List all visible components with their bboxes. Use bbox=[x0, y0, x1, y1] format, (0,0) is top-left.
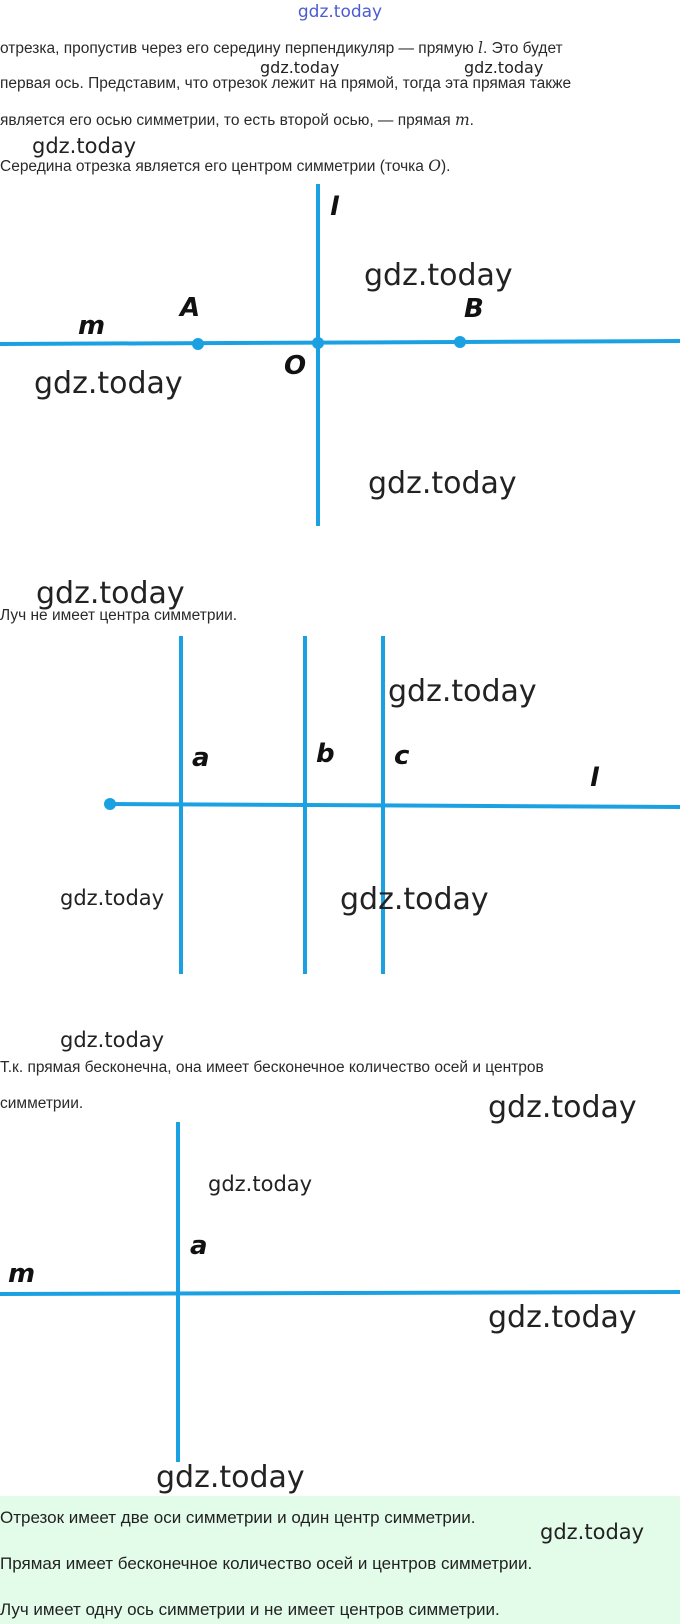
site-header-watermark: gdz.today bbox=[297, 2, 383, 22]
axis-m-line bbox=[0, 341, 680, 344]
label-o: O bbox=[284, 351, 307, 381]
intro-line-1: отрезка, пропустив через его середину перпендикуляр — прямую l. Это будет bbox=[0, 39, 563, 57]
watermark: gdz.today bbox=[208, 1172, 313, 1196]
watermark: gdz.today bbox=[32, 134, 137, 158]
label-m: m bbox=[8, 1259, 36, 1289]
summary-line-2: Прямая имеет бесконечное количество осей и центров симметрии. bbox=[0, 1554, 533, 1573]
summary-line-3: Луч имеет одну ось симметрии и не имеет центров симметрии. bbox=[0, 1600, 500, 1619]
label-c: c bbox=[394, 741, 410, 771]
intro-line-3: является его осью симметрии, то есть второй осью, — прямая m. bbox=[0, 111, 474, 129]
summary-line-1: Отрезок имеет две оси симметрии и один центр симметрии. bbox=[0, 1508, 476, 1527]
line-text-1: Т.к. прямая бесконечна, она имеет бесконечное количество осей и центров bbox=[0, 1059, 544, 1076]
ray-symmetry-figure bbox=[0, 630, 680, 980]
intro-line-2: первая ось. Представим, что отрезок лежит на прямой, тогда эта прямая также bbox=[0, 75, 572, 92]
watermark: gdz.today bbox=[156, 1460, 305, 1495]
label-a: A bbox=[180, 293, 201, 323]
variable-m: m bbox=[454, 111, 470, 129]
label-a: a bbox=[190, 1231, 208, 1261]
line-text-2: симметрии. bbox=[0, 1095, 84, 1112]
label-l: l bbox=[590, 763, 599, 793]
point-a bbox=[192, 338, 204, 350]
line-m bbox=[0, 1292, 680, 1294]
watermark: gdz.today bbox=[464, 58, 544, 77]
watermark: gdz.today bbox=[60, 1028, 165, 1052]
watermark: gdz.today bbox=[364, 258, 513, 293]
watermark: gdz.today bbox=[36, 576, 185, 611]
ray-start-point bbox=[104, 798, 116, 810]
watermark: gdz.today bbox=[260, 58, 340, 77]
point-b bbox=[454, 336, 466, 348]
variable-l: l bbox=[478, 39, 484, 57]
variable-o: O bbox=[428, 157, 441, 175]
watermark: gdz.today bbox=[60, 886, 165, 910]
point-o bbox=[312, 337, 324, 349]
watermark: gdz.today bbox=[34, 366, 183, 401]
label-a: a bbox=[192, 743, 210, 773]
segment-symmetry-figure bbox=[0, 180, 680, 530]
intro-line-4: Середина отрезка является его центром симметрии (точка O). bbox=[0, 157, 451, 175]
line-symmetry-figure bbox=[0, 1118, 680, 1468]
watermark: gdz.today bbox=[488, 1300, 637, 1335]
watermark: gdz.today bbox=[540, 1520, 645, 1544]
ray-l-line bbox=[110, 804, 680, 807]
watermark: gdz.today bbox=[368, 466, 517, 501]
label-l: l bbox=[330, 192, 339, 222]
ray-text: Луч не имеет центра симметрии. bbox=[0, 607, 238, 624]
label-b: B bbox=[464, 294, 484, 324]
watermark: gdz.today bbox=[388, 674, 537, 709]
label-b: b bbox=[316, 739, 335, 769]
watermark: gdz.today bbox=[340, 882, 489, 917]
watermark: gdz.today bbox=[488, 1090, 637, 1125]
label-m: m bbox=[78, 311, 106, 341]
